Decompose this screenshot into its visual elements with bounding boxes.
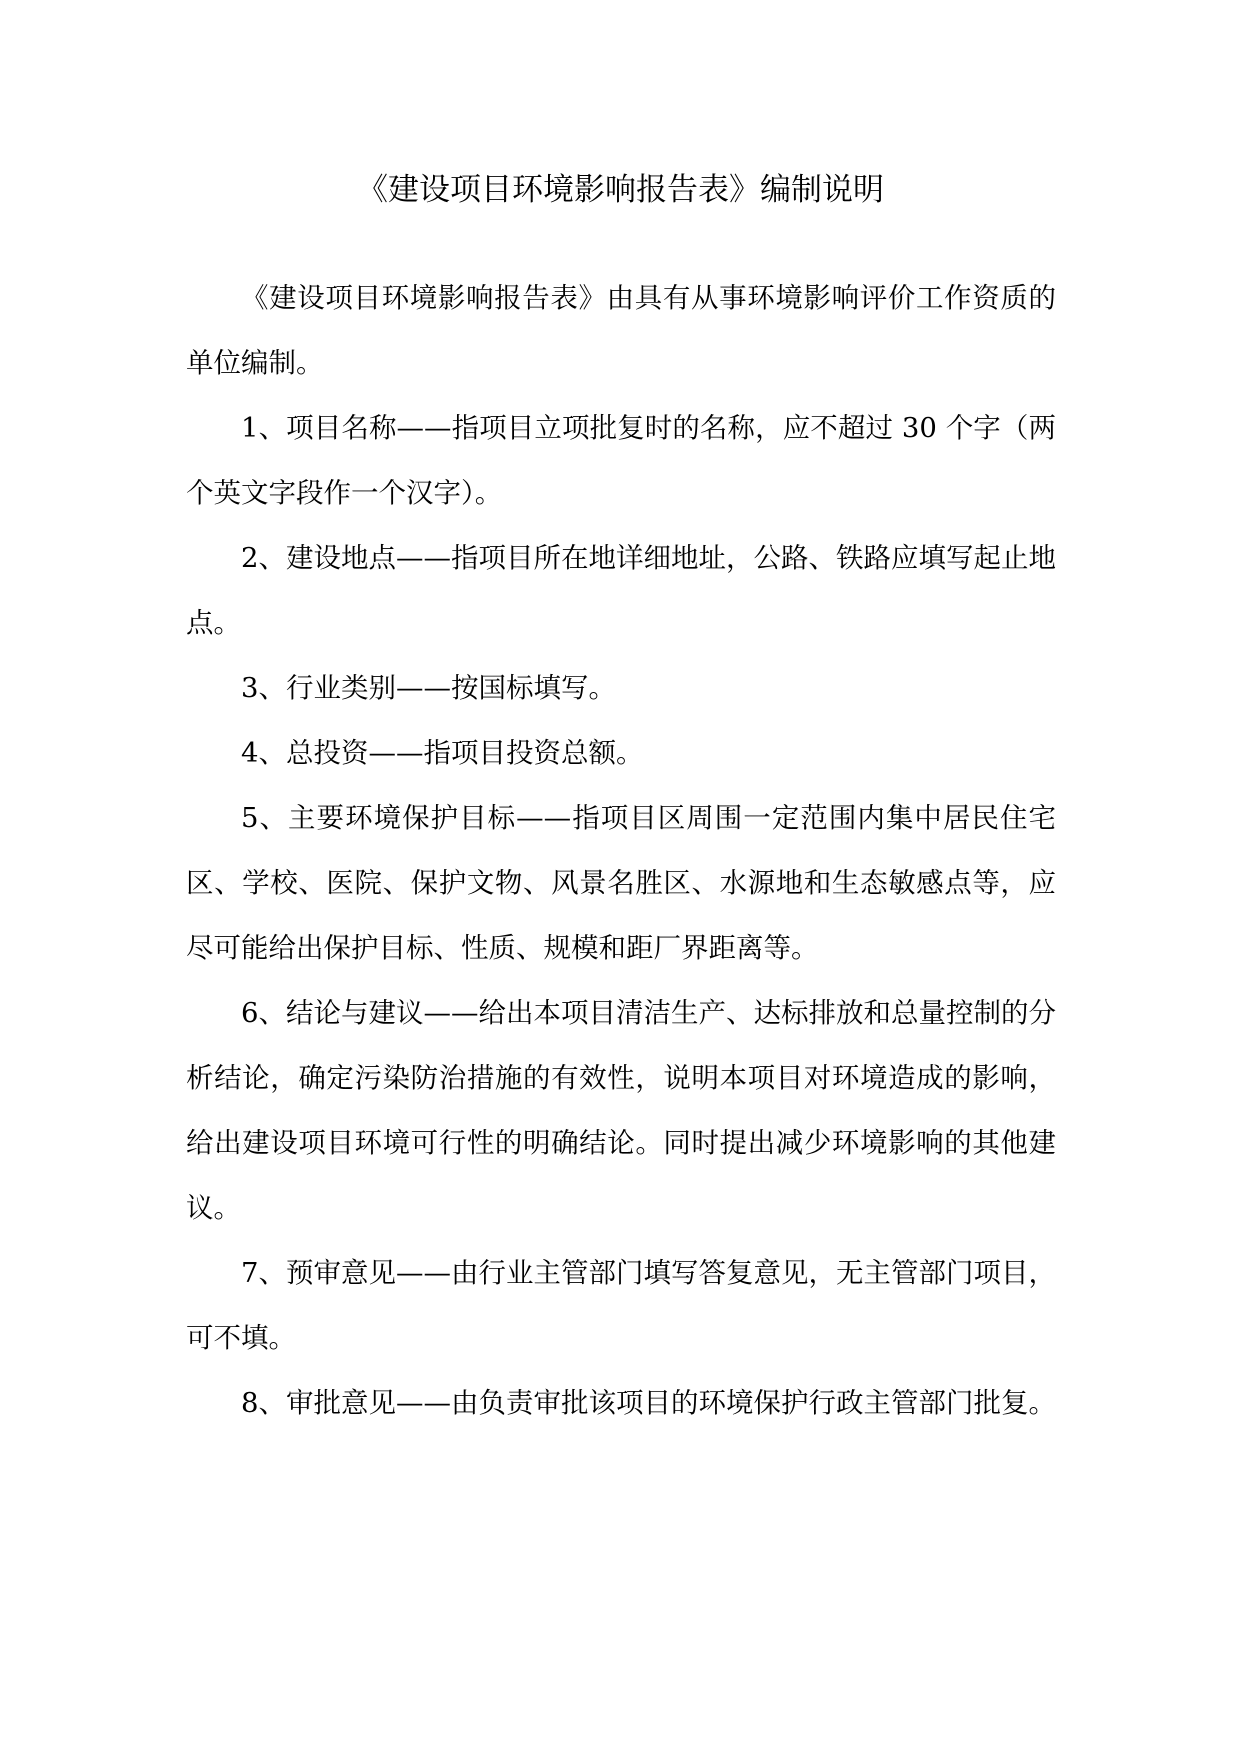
paragraph-item-8: 8、审批意见——由负责审批该项目的环境保护行政主管部门批复。	[241, 1387, 1056, 1419]
paragraph-item-3: 3、行业类别——按国标填写。	[241, 672, 616, 704]
paragraph-item-6: 6、结论与建议——给出本项目清洁生产、达标排放和总量控制的分析结论，确定污染防治措施的有效性，说明本项目对环境造成的影响，给出建设项目环境可行性的明确结论。同时提出减少环境影响的其他建议。	[186, 997, 1056, 1224]
paragraph-item-4: 4、总投资——指项目投资总额。	[241, 737, 644, 769]
paragraph-item-7: 7、预审意见——由行业主管部门填写答复意见，无主管部门项目，可不填。	[186, 1257, 1056, 1354]
paragraph-item-2: 2、建设地点——指项目所在地详细地址，公路、铁路应填写起止地点。	[186, 542, 1056, 639]
document-title: 《建设项目环境影响报告表》编制说明	[357, 172, 884, 208]
paragraph-intro: 《建设项目环境影响报告表》由具有从事环境影响评价工作资质的单位编制。	[186, 282, 1056, 379]
document-body	[186, 266, 1056, 1436]
paragraph-item-5: 5、主要环境保护目标——指项目区周围一定范围内集中居民住宅区、学校、医院、保护文物、风景名胜区、水源地和生态敏感点等，应尽可能给出保护目标、性质、规模和距厂界距离等。	[186, 802, 1056, 964]
paragraph-item-1: 1、项目名称——指项目立项批复时的名称，应不超过 30 个字（两个英文字段作一个汉字）。	[186, 412, 1056, 509]
